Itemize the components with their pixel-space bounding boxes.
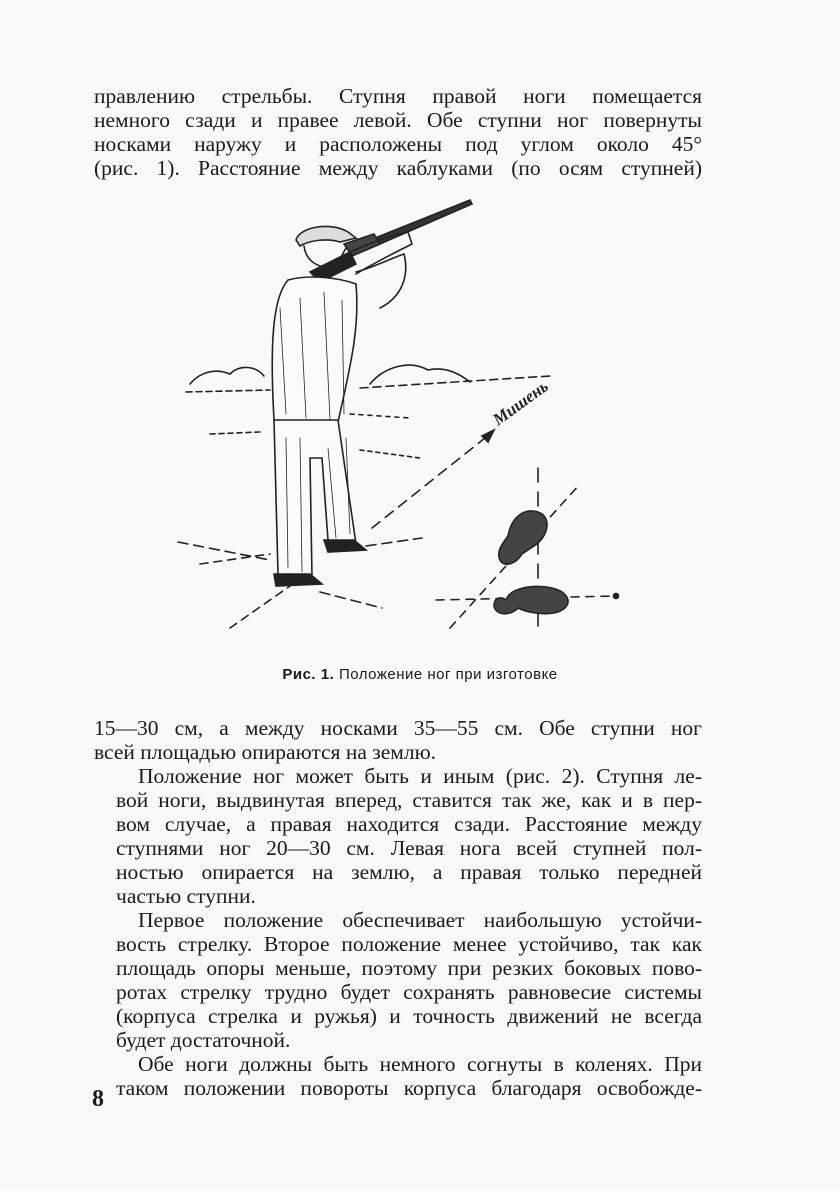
text-line: Первое положение обеспечивает наибольшую устойчи- (138, 908, 702, 932)
caption-text: Положение ног при изготовке (338, 666, 558, 683)
paragraph (94, 908, 702, 1052)
text-line: ступнями ног 20—30 см. Левая нога всей ступней пол- (116, 836, 702, 860)
caption-prefix: Рис. 1. (282, 666, 335, 683)
text-line: площадь опоры меньше, поэтому при резких боковых пово- (116, 956, 702, 980)
bush-right (370, 365, 470, 384)
right-footprint (494, 587, 568, 614)
figure-shooter-stance (160, 188, 630, 638)
horizon-line-right (360, 376, 550, 388)
text-line: Положение ног может быть и иным (рис. 2). Ступня ле- (138, 764, 702, 788)
page-number: 8 (92, 1086, 104, 1112)
aim-arrow-head (482, 430, 494, 442)
paragraph (94, 84, 702, 180)
text-line: частью ступни. (116, 884, 256, 908)
aim-direction-line (372, 434, 490, 528)
text-line: вость стрелку. Второе положение менее устойчиво, так как (116, 932, 702, 956)
figure-caption (0, 666, 840, 683)
text-line: вой ноги, выдвинутая вперед, ставится так же, как и в пер- (116, 788, 702, 812)
horizon-line-left (186, 390, 270, 392)
left-shoe (324, 540, 366, 552)
text-line: всей площадью опираются на землю. (94, 740, 437, 764)
text-line: ротах стрелку трудно будет сохранять равновесие системы (116, 980, 702, 1004)
bottom-text (94, 716, 702, 1100)
text-line: 15—30 см, а между носками 35—55 см. Обе ступни ног (94, 716, 702, 740)
text-line: немного сзади и правее левой. Обе ступни ног повернуты (94, 108, 702, 132)
paragraph (94, 1052, 702, 1100)
stance-line (178, 542, 270, 560)
paragraph (94, 764, 702, 908)
target-label: Мишень (489, 376, 552, 430)
text-line: (рис. 1). Расстояние между каблуками (по осям ступней) (94, 156, 702, 180)
text-line: таком положении повороты корпуса благодаря освобожде- (116, 1076, 702, 1100)
text-line: правлению стрельбы. Ступня правой ноги помещается (94, 84, 702, 108)
text-line: Обе ноги должны быть немного согнуты в коленях. При (138, 1052, 702, 1076)
paragraph (94, 716, 702, 764)
text-line: вом случае, а правая находится сзади. Расстояние между (116, 812, 702, 836)
right-arm (356, 254, 406, 308)
text-line: ностью опирается на землю, а правая только передней (116, 860, 702, 884)
top-paragraph (94, 84, 702, 180)
bush-left (190, 367, 264, 384)
right-shoe (274, 574, 322, 586)
shooter-illustration (160, 188, 630, 638)
text-line: будет достаточной. (116, 1028, 291, 1052)
text-line: носками наружу и расположены под углом около 45° (94, 132, 702, 156)
text-line: (корпуса стрелка и ружья) и точность движений не всегда (116, 1004, 702, 1028)
left-footprint (499, 511, 547, 564)
